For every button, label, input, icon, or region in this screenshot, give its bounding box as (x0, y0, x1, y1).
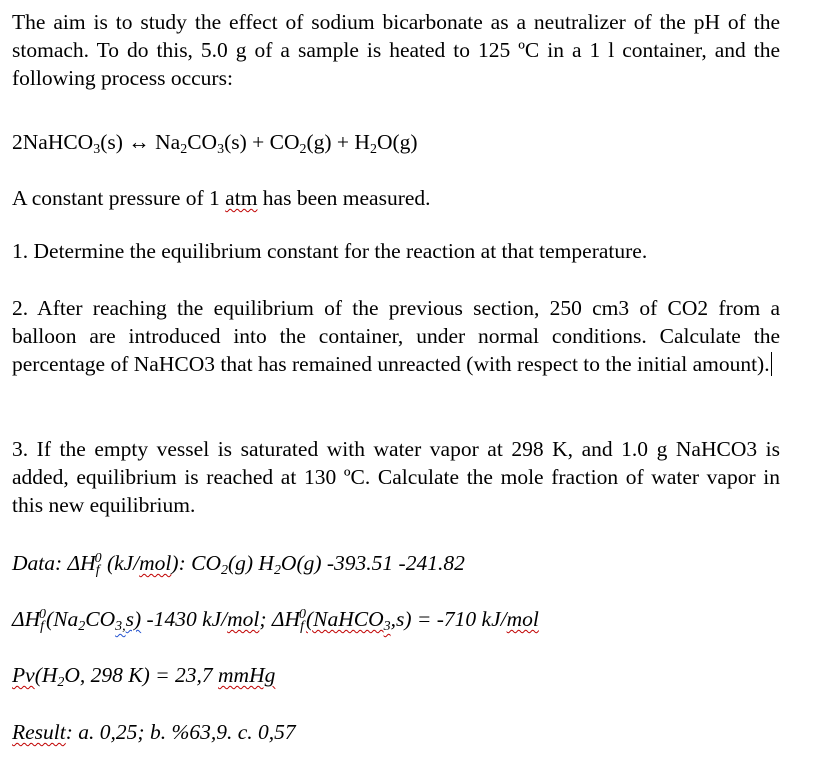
pv-open: (H (34, 663, 58, 687)
question-1: 1. Determine the equilibrium constant for the reaction at that temperature. (12, 239, 648, 263)
result-values: : a. 0,25; b. %63,9. c. 0,57 (65, 720, 296, 744)
data-line (12, 549, 465, 577)
pv-rest: O, 298 K) = 23,7 (64, 663, 219, 687)
product2-sub: 2 (299, 141, 307, 157)
result-line (12, 718, 296, 746)
pressure-text-before: A constant pressure of 1 (12, 186, 226, 210)
enthalpy-b-sub1: 3 (383, 618, 391, 634)
data-label: Data: ΔH (12, 551, 96, 575)
pressure-sentence (12, 184, 431, 212)
enthalpy-a-sup: 0 (39, 607, 47, 623)
product1-text: Na (155, 130, 181, 154)
enthalpy-b-mol: mol (506, 607, 539, 631)
data-co2-sub: 2 (220, 562, 228, 578)
question-3: 3. If the empty vessel is saturated with water vapor at 298 K, and 1.0 g NaHCO3 is added, equilibrium is reached at 130 ºC. Calculate the mole fraction of water vapor in this new equilibrium. (12, 437, 780, 517)
enthalpy-b-species: (NaHCO (305, 607, 384, 631)
equilibrium-arrow: ↔ (128, 130, 150, 154)
reactant-state: (s) (100, 130, 123, 154)
pv-unit: mmHg (218, 663, 276, 687)
product3-state: O(g) (376, 130, 418, 154)
enthalpy-a-label: ΔH (12, 607, 41, 631)
reactant-subscript: 3 (93, 141, 101, 157)
enthalpy-a-value: -1430 kJ/ (141, 607, 228, 631)
pressure-unit-misspelled: atm (225, 186, 258, 210)
enthalpy-b-sup: 0 (298, 607, 306, 623)
enthalpy-a-sub: f (40, 618, 45, 634)
enthalpy-line (12, 605, 539, 633)
question-2 (12, 294, 780, 378)
question-2-text: 2. After reaching the equilibrium of the previous section, 250 cm3 of CO2 from a balloon are introduced into the container, under normal conditions. Calculate the percentage of NaHCO3 that has remained unreacted (with respect to the initial amount). (12, 296, 780, 376)
product1-mid: CO (187, 130, 218, 154)
data-zero-superscript: 0 (94, 551, 102, 567)
enthalpy-a-sub1: 2 (78, 618, 86, 634)
enthalpy-separator: ; (259, 607, 272, 631)
enthalpy-a-species: (Na (46, 607, 79, 631)
data-units-close: ): CO (171, 551, 221, 575)
enthalpy-a-state: s) (125, 607, 142, 631)
enthalpy-a-sub2: 3, (115, 618, 126, 634)
product3-text: (g) + H (306, 130, 370, 154)
product2-text: (s) + CO (224, 130, 300, 154)
product1-sub-a: 2 (180, 141, 188, 157)
enthalpy-a-mol: mol (227, 607, 260, 631)
enthalpy-b-value: = -710 kJ/ (411, 607, 507, 631)
intro-paragraph: The aim is to study the effect of sodium bicarbonate as a neutralizer of the pH of the stomach. To do this, 5.0 g of a sample is heated to 125 ºC in a 1 l container, and the following process occurs: (12, 10, 780, 90)
enthalpy-b-sub: f (300, 618, 304, 634)
data-values: O(g) -393.51 -241.82 (280, 551, 465, 575)
enthalpy-b-label: ΔH (271, 607, 301, 631)
enthalpy-b-state: ,s) (390, 607, 412, 631)
data-mid: (g) H (227, 551, 274, 575)
product1-sub-b: 3 (217, 141, 225, 157)
data-h2o-sub: 2 (273, 562, 281, 578)
data-units-open: (kJ/ (101, 551, 140, 575)
vapor-pressure-line (12, 661, 275, 689)
reactant-text: 2NaHCO (12, 130, 94, 154)
pv-sub: 2 (57, 674, 65, 690)
pv-label: Pv (12, 663, 35, 687)
result-label: Result (12, 720, 66, 744)
data-units-mol: mol (139, 551, 172, 575)
pressure-text-after: has been measured. (257, 186, 431, 210)
reaction-equation (12, 128, 418, 156)
product3-sub: 2 (369, 141, 377, 157)
text-cursor (771, 352, 772, 376)
enthalpy-a-co: CO (85, 607, 116, 631)
data-f-subscript: f (95, 562, 100, 578)
